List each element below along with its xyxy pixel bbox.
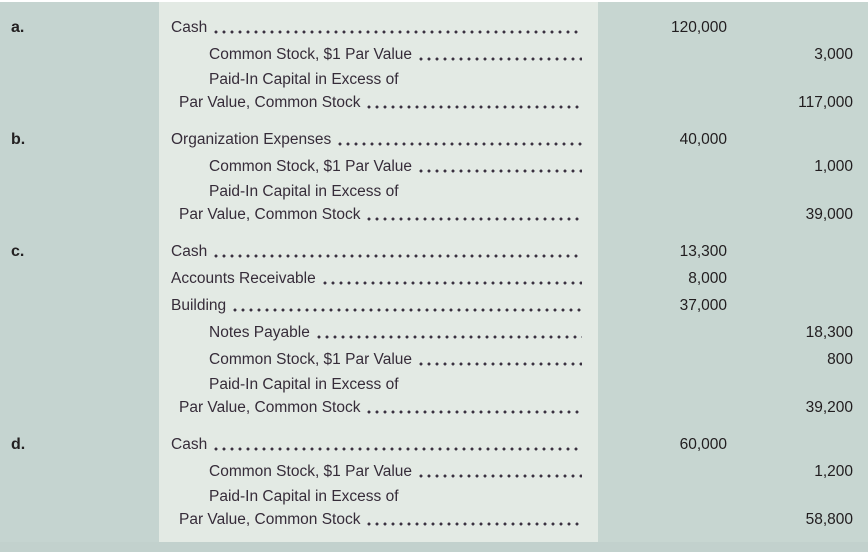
journal-line: [0, 458, 868, 485]
account-name: Par Value, Common Stock: [179, 510, 361, 528]
account-name: Paid-In Capital in Excess of: [209, 487, 399, 505]
account-text-line: [159, 431, 598, 458]
account-description: [159, 41, 598, 68]
entry-label: a.: [11, 19, 25, 36]
account-name: Notes Payable: [209, 323, 310, 341]
credit-amount: 117,000: [798, 94, 853, 111]
debit-amount: 13,300: [679, 242, 727, 260]
dot-leader: [214, 29, 582, 35]
account-name: Par Value, Common Stock: [179, 205, 361, 223]
journal-line: [0, 180, 868, 226]
account-name: Common Stock, $1 Par Value: [209, 157, 413, 175]
journal-line: [0, 346, 868, 373]
account-description: [159, 346, 598, 373]
journal-line: [0, 68, 868, 114]
account-name: Paid-In Capital in Excess of: [209, 182, 399, 200]
journal-line: [0, 153, 868, 180]
journal-line: [0, 126, 868, 153]
account-name: Accounts Receivable: [171, 269, 316, 287]
account-name: Building: [171, 296, 227, 314]
amounts: [598, 346, 868, 373]
account-text-line: [159, 485, 598, 508]
account-name: Paid-In Capital in Excess of: [209, 375, 399, 393]
amounts: [598, 431, 868, 458]
account-name: Common Stock, $1 Par Value: [209, 45, 413, 63]
account-description: [159, 485, 598, 531]
account-name: Cash: [171, 18, 208, 36]
journal-line: [0, 485, 868, 531]
credit-amount: 800: [827, 350, 853, 368]
account-text-line: [159, 14, 598, 41]
account-description: [159, 458, 598, 485]
journal-line: [0, 319, 868, 346]
amounts: [598, 265, 868, 292]
dot-leader: [419, 168, 582, 174]
dot-leader: [419, 361, 582, 367]
credit-amount: 18,300: [805, 323, 853, 341]
amounts: [598, 126, 868, 153]
account-description: [159, 265, 598, 292]
amounts: [598, 153, 868, 180]
account-name: Par Value, Common Stock: [179, 93, 361, 111]
debit-amount: 37,000: [679, 296, 727, 314]
entry-label: b.: [11, 131, 26, 148]
account-description: [159, 292, 598, 319]
account-text-line: [159, 238, 598, 265]
journal-entries-content: [0, 2, 868, 543]
journal-entry: [0, 126, 868, 226]
account-description: [159, 126, 598, 153]
account-name: Common Stock, $1 Par Value: [209, 462, 413, 480]
account-description: [159, 431, 598, 458]
account-text-line: [159, 153, 598, 180]
amounts: [598, 180, 868, 226]
dot-leader: [323, 280, 582, 286]
account-name: Common Stock, $1 Par Value: [209, 350, 413, 368]
dot-leader: [367, 409, 582, 415]
account-text-line: [159, 41, 598, 68]
credit-amount: 3,000: [814, 45, 853, 63]
amounts: [598, 238, 868, 265]
dot-leader: [338, 141, 582, 147]
credit-amount: 58,800: [805, 511, 853, 528]
dot-leader: [317, 334, 582, 340]
credit-amount: 1,200: [814, 462, 853, 480]
account-name: Cash: [171, 435, 208, 453]
account-text-line: [159, 458, 598, 485]
amounts: [598, 14, 868, 41]
amounts: [598, 68, 868, 114]
debit-amount: 60,000: [679, 435, 727, 453]
journal-line: [0, 238, 868, 265]
debit-amount: 8,000: [688, 269, 727, 287]
journal-line: [0, 373, 868, 419]
journal-line: [0, 41, 868, 68]
account-description: [159, 180, 598, 226]
amounts: [598, 458, 868, 485]
account-text-line: [159, 346, 598, 373]
journal-entry: [0, 238, 868, 419]
credit-amount: 1,000: [814, 157, 853, 175]
account-description: [159, 68, 598, 114]
journal-line: [0, 14, 868, 41]
debit-amount: 120,000: [670, 18, 727, 36]
debit-amount: 40,000: [679, 130, 727, 148]
dot-leader: [419, 473, 582, 479]
journal-entry: [0, 431, 868, 531]
dot-leader: [367, 216, 582, 222]
account-description: [159, 238, 598, 265]
account-description: [159, 319, 598, 346]
account-text-line: [159, 292, 598, 319]
amounts: [598, 319, 868, 346]
account-text-line: [159, 265, 598, 292]
entry-label: c.: [11, 243, 25, 260]
account-description: [159, 373, 598, 419]
account-text-line: [159, 508, 598, 531]
account-text-line: [159, 203, 598, 226]
account-text-line: [159, 180, 598, 203]
account-description: [159, 153, 598, 180]
amounts: [598, 41, 868, 68]
account-text-line: [159, 68, 598, 91]
journal-line: [0, 431, 868, 458]
amounts: [598, 292, 868, 319]
credit-amount: 39,000: [805, 206, 853, 223]
entry-label: d.: [11, 436, 26, 453]
account-name: Paid-In Capital in Excess of: [209, 70, 399, 88]
journal-line: [0, 265, 868, 292]
dot-leader: [367, 521, 582, 527]
dot-leader: [214, 253, 582, 259]
account-name: Organization Expenses: [171, 130, 332, 148]
dot-leader: [214, 446, 582, 452]
account-name: Cash: [171, 242, 208, 260]
account-text-line: [159, 373, 598, 396]
account-text-line: [159, 91, 598, 114]
amounts: [598, 373, 868, 419]
account-name: Par Value, Common Stock: [179, 398, 361, 416]
amounts: [598, 485, 868, 531]
journal-entry: [0, 14, 868, 114]
account-text-line: [159, 126, 598, 153]
dot-leader: [367, 104, 582, 110]
account-text-line: [159, 396, 598, 419]
account-description: [159, 14, 598, 41]
dot-leader: [419, 56, 582, 62]
dot-leader: [233, 307, 582, 313]
journal-line: [0, 292, 868, 319]
account-text-line: [159, 319, 598, 346]
credit-amount: 39,200: [805, 399, 853, 416]
